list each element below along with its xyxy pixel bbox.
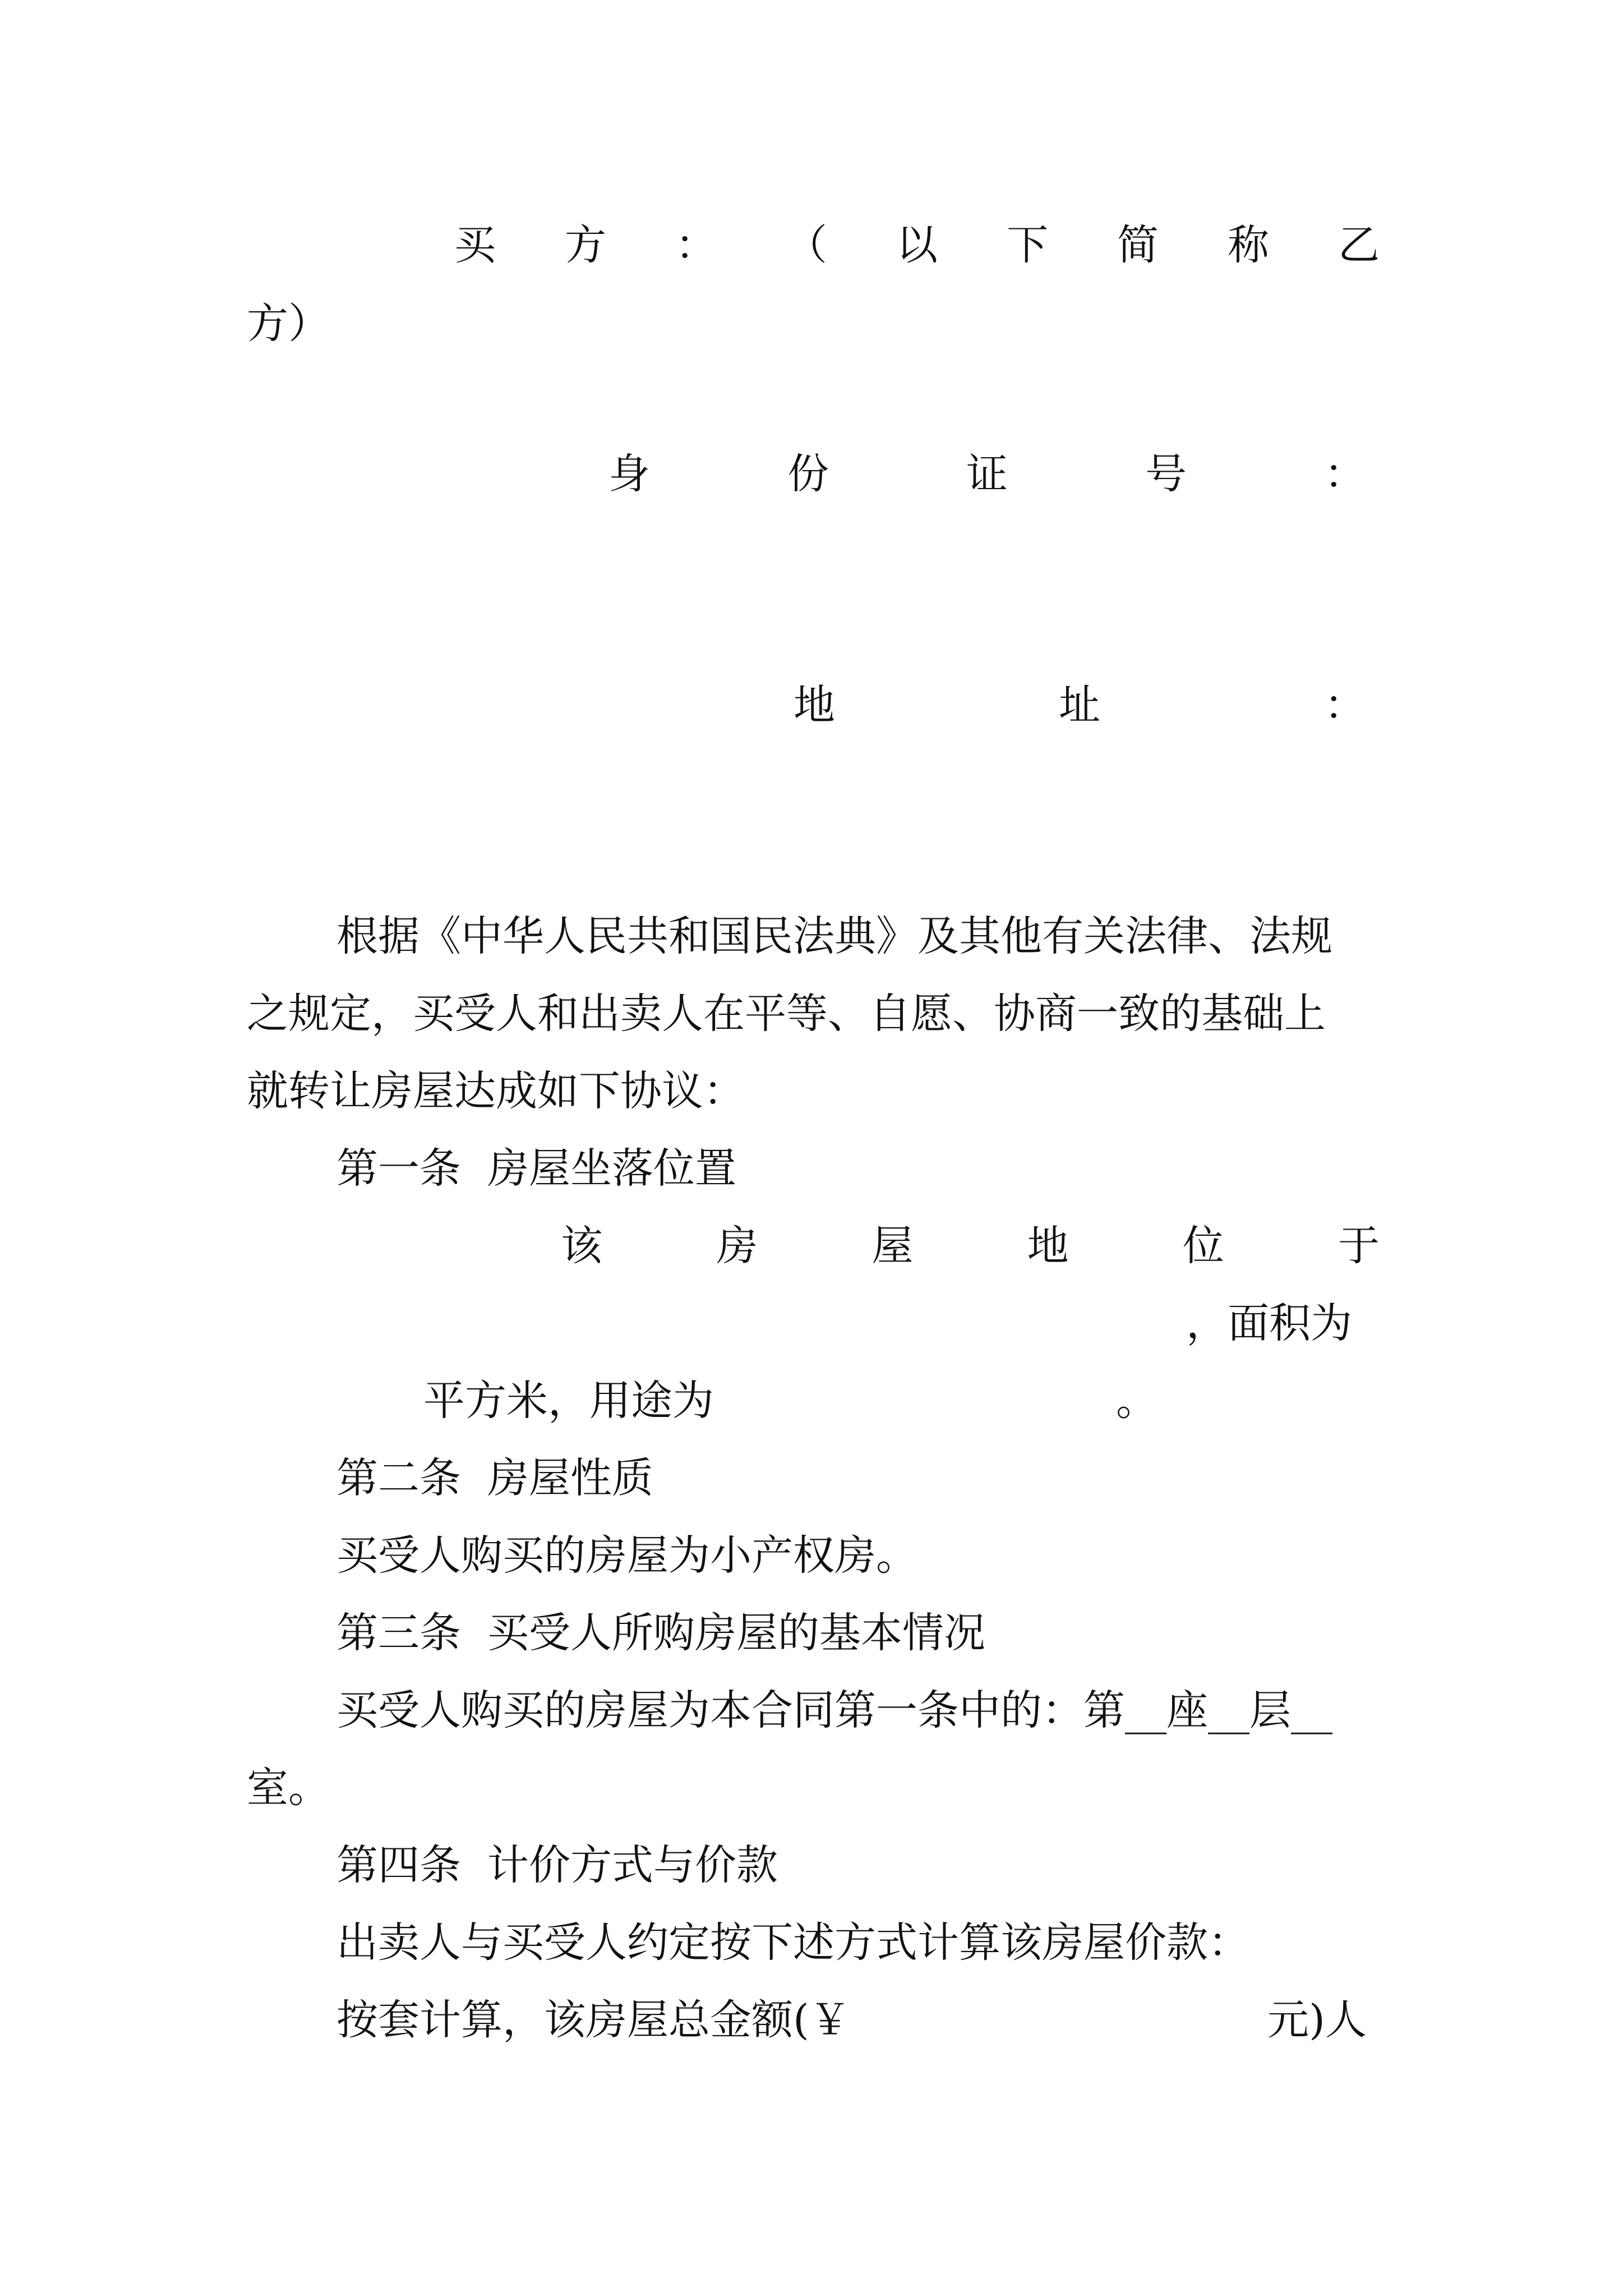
location-char: 位: [1182, 1222, 1224, 1270]
address-label-line: [794, 681, 1366, 729]
id-number-label-line: [608, 450, 1366, 498]
buyer-char: ：: [675, 221, 717, 269]
location-char: 房: [716, 1222, 758, 1270]
location-char: 地: [1027, 1222, 1069, 1270]
buyer-char: 下: [1007, 221, 1048, 269]
preamble-line: 之规定，买受人和出卖人在平等、自愿、协商一致的基础上: [247, 990, 1326, 1038]
address-char: 址: [1059, 681, 1100, 729]
article-2-title: 第二条 房屋性质: [336, 1454, 654, 1502]
article-1-location-line: [561, 1222, 1380, 1270]
buyer-char: 以: [896, 221, 938, 269]
article-1-usage-prefix: 平方米，用途为: [423, 1377, 714, 1425]
article-1-area-label: ，面积为: [1186, 1299, 1352, 1347]
buyer-label-continuation: 方）: [247, 300, 330, 348]
article-4-text: 出卖人与买受人约定按下述方式计算该房屋价款：: [336, 1918, 1249, 1967]
preamble-line: 根据《中华人民共和国民法典》及其他有关法律、法规: [336, 912, 1332, 960]
location-char: 该: [561, 1222, 602, 1270]
article-4-title: 第四条 计价方式与价款: [336, 1841, 778, 1889]
address-char: 地: [794, 681, 835, 729]
buyer-char: 买: [454, 221, 496, 269]
article-4-price-suffix: 元)人: [1267, 1996, 1367, 2044]
location-char: 屋: [872, 1222, 914, 1270]
buyer-char: 方: [565, 221, 606, 269]
article-1-usage-end: 。: [1116, 1377, 1158, 1425]
buyer-label-line: [454, 221, 1380, 269]
article-3-title: 第三条 买受人所购房屋的基本情况: [336, 1609, 986, 1657]
id-char: ：: [1324, 450, 1366, 498]
buyer-char: 简: [1117, 221, 1159, 269]
id-char: 身: [608, 450, 650, 498]
buyer-char: 称: [1228, 221, 1269, 269]
article-3-line: 买受人购买的房屋为本合同第一条中的：第__座__层__: [336, 1686, 1332, 1734]
address-char: ：: [1324, 681, 1366, 729]
id-char: 号: [1145, 450, 1187, 498]
preamble-line: 就转让房屋达成如下协议：: [247, 1067, 745, 1115]
article-3-line: 室。: [247, 1764, 330, 1812]
buyer-char: （: [786, 221, 827, 269]
location-char: 于: [1338, 1222, 1380, 1270]
id-char: 证: [966, 450, 1008, 498]
buyer-char: 乙: [1338, 221, 1380, 269]
article-1-title: 第一条 房屋坐落位置: [336, 1144, 737, 1193]
article-2-text: 买受人购买的房屋为小产权房。: [336, 1531, 917, 1580]
id-char: 份: [787, 450, 829, 498]
article-4-price-prefix: 按套计算，该房屋总金额(￥: [336, 1996, 851, 2044]
